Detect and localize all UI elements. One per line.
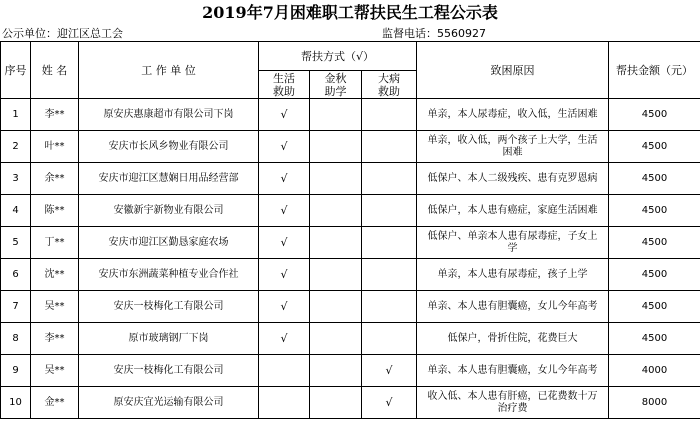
row-life-aid: √: [259, 163, 310, 195]
row-amount: 4500: [609, 195, 700, 227]
table-row: [1, 259, 700, 291]
row-unit: 原安庆宜光运输有限公司: [79, 387, 259, 419]
row-number: 10: [1, 387, 31, 419]
header-amount: 帮扶金额（元）: [609, 42, 700, 99]
row-illness-aid: √: [362, 387, 417, 419]
row-edu-aid: [310, 227, 362, 259]
row-amount: 8000: [609, 387, 700, 419]
row-edu-aid: [310, 291, 362, 323]
row-number: 6: [1, 259, 31, 291]
row-unit: 安庆一枝梅化工有限公司: [79, 355, 259, 387]
row-edu-aid: [310, 355, 362, 387]
row-life-aid: √: [259, 131, 310, 163]
row-name: 金**: [31, 387, 79, 419]
row-unit: 安徽新宇新物业有限公司: [79, 195, 259, 227]
row-number: 4: [1, 195, 31, 227]
row-life-aid: √: [259, 99, 310, 131]
row-name: 吴**: [31, 291, 79, 323]
page-title: 2019年7月困难职工帮扶民生工程公示表: [202, 3, 498, 22]
row-number: 1: [1, 99, 31, 131]
row-reason: 低保户、单亲本人患有尿毒症，子女上学: [417, 227, 609, 259]
row-illness-aid: [362, 227, 417, 259]
row-name: 沈**: [31, 259, 79, 291]
header-no: 序号: [1, 42, 31, 99]
row-illness-aid: [362, 163, 417, 195]
row-unit: 安庆市迎江区慧娴日用品经营部: [79, 163, 259, 195]
row-life-aid: √: [259, 323, 310, 355]
row-amount: 4500: [609, 291, 700, 323]
row-number: 2: [1, 131, 31, 163]
table-row: [1, 163, 700, 195]
row-reason: 单亲，本人尿毒症，收入低，生活困难: [417, 99, 609, 131]
table-row: [1, 131, 700, 163]
row-edu-aid: [310, 99, 362, 131]
row-unit: 原市玻璃钢厂下岗: [79, 323, 259, 355]
row-unit: 安庆市长风乡物业有限公司: [79, 131, 259, 163]
row-illness-aid: [362, 131, 417, 163]
row-amount: 4500: [609, 131, 700, 163]
header-life-aid: 生活 救助: [259, 71, 310, 99]
table-row: [1, 195, 700, 227]
row-reason: 单亲、本人患有胆囊癌，女儿今年高考: [417, 291, 609, 323]
row-illness-aid: [362, 323, 417, 355]
row-number: 3: [1, 163, 31, 195]
header-illness-aid: 大病 救助: [362, 71, 417, 99]
row-name: 叶**: [31, 131, 79, 163]
row-reason: 单亲，收入低，两个孩子上大学，生活困难: [417, 131, 609, 163]
row-illness-aid: √: [362, 355, 417, 387]
row-amount: 4500: [609, 259, 700, 291]
row-name: 陈**: [31, 195, 79, 227]
row-illness-aid: [362, 291, 417, 323]
row-life-aid: √: [259, 195, 310, 227]
row-edu-aid: [310, 259, 362, 291]
row-unit: 安庆市东洲蔬菜种植专业合作社: [79, 259, 259, 291]
row-amount: 4500: [609, 163, 700, 195]
row-name: 丁**: [31, 227, 79, 259]
row-life-aid: √: [259, 291, 310, 323]
table-row: [1, 323, 700, 355]
table-row: [1, 99, 700, 131]
row-number: 8: [1, 323, 31, 355]
row-name: 余**: [31, 163, 79, 195]
header-method: 帮扶方式（√）: [259, 42, 417, 71]
publisher-label: 公示单位：迎江区总工会: [2, 27, 123, 40]
row-number: 7: [1, 291, 31, 323]
row-amount: 4000: [609, 355, 700, 387]
hotline-label: 监督电话：5560927: [382, 27, 486, 40]
table-row: [1, 291, 700, 323]
row-number: 9: [1, 355, 31, 387]
row-life-aid: √: [259, 259, 310, 291]
row-edu-aid: [310, 387, 362, 419]
row-unit: 安庆市迎江区勤恳家庭农场: [79, 227, 259, 259]
row-reason: 单亲、本人患有胆囊癌，女儿今年高考: [417, 355, 609, 387]
row-name: 吴**: [31, 355, 79, 387]
row-reason: 低保户，骨折住院，花费巨大: [417, 323, 609, 355]
row-life-aid: [259, 355, 310, 387]
row-unit: 原安庆惠康超市有限公司下岗: [79, 99, 259, 131]
header-reason: 致困原因: [417, 42, 609, 99]
row-reason: 低保户、本人二级残疾、患有克罗恩病: [417, 163, 609, 195]
row-reason: 低保户，本人患有癌症，家庭生活困难: [417, 195, 609, 227]
row-name: 李**: [31, 99, 79, 131]
row-illness-aid: [362, 195, 417, 227]
header-unit: 工 作 单 位: [79, 42, 259, 99]
row-unit: 安庆一枝梅化工有限公司: [79, 291, 259, 323]
header-name: 姓 名: [31, 42, 79, 99]
row-illness-aid: [362, 99, 417, 131]
row-number: 5: [1, 227, 31, 259]
row-name: 李**: [31, 323, 79, 355]
row-edu-aid: [310, 323, 362, 355]
row-edu-aid: [310, 131, 362, 163]
row-amount: 4500: [609, 99, 700, 131]
table-row: [1, 387, 700, 419]
row-life-aid: [259, 387, 310, 419]
row-amount: 4500: [609, 227, 700, 259]
row-edu-aid: [310, 163, 362, 195]
aid-table: [0, 41, 700, 419]
row-edu-aid: [310, 195, 362, 227]
table-row: [1, 227, 700, 259]
row-life-aid: √: [259, 227, 310, 259]
row-reason: 单亲，本人患有尿毒症，孩子上学: [417, 259, 609, 291]
row-reason: 收入低、本人患有肝癌，已花费数十万治疗费: [417, 387, 609, 419]
row-amount: 4500: [609, 323, 700, 355]
row-illness-aid: [362, 259, 417, 291]
header-edu-aid: 金秋 助学: [310, 71, 362, 99]
table-row: [1, 355, 700, 387]
